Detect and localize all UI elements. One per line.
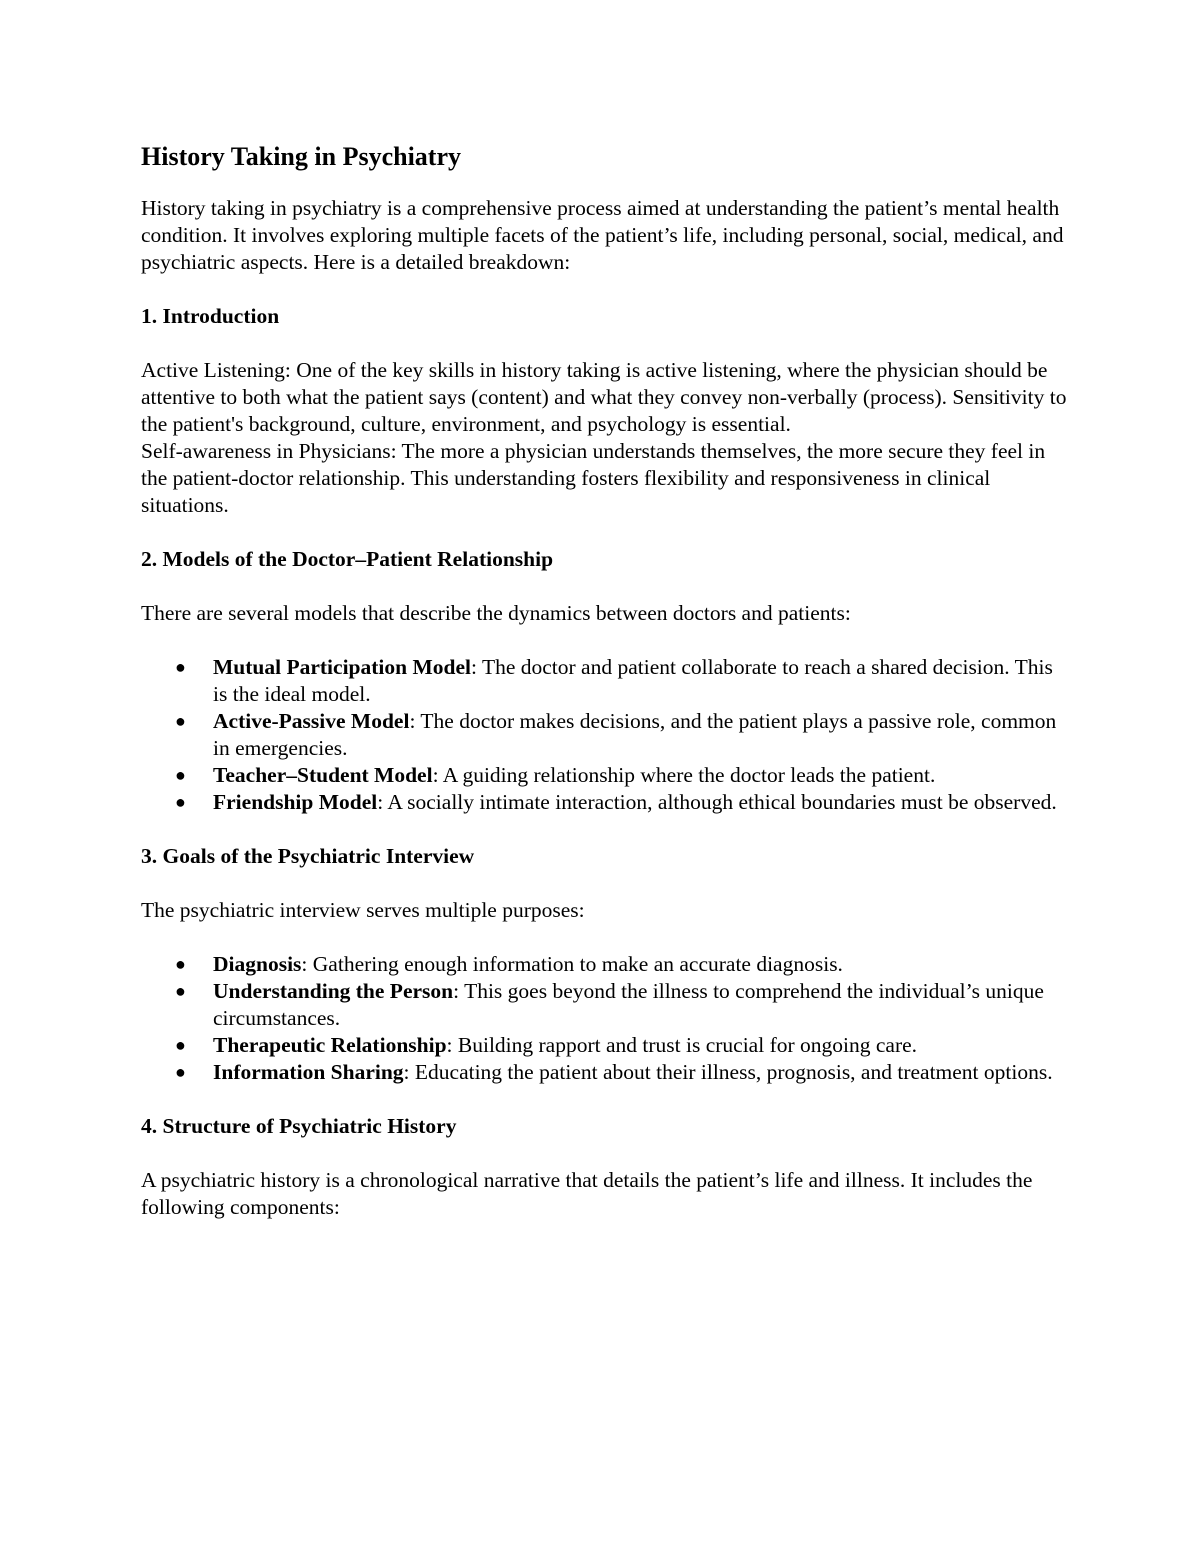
models-lead: There are several models that describe the dynamics between doctors and patients: — [141, 601, 851, 625]
list-item-text: : The doctor and patient collaborate to reach a shared decision. This is the ideal model. — [213, 655, 1053, 706]
list-item-term: Friendship Model — [213, 790, 378, 814]
list-item — [175, 1059, 1071, 1086]
list-item — [175, 762, 1071, 789]
bullet-icon: ● — [175, 1062, 186, 1082]
bullet-icon: ● — [175, 765, 186, 785]
goals-lead: The psychiatric interview serves multiple purposes: — [141, 898, 585, 922]
active-listening-paragraph: Active Listening: One of the key skills in history taking is active listening, where the physician should be attentive to both what the patient says (content) and what they convey non-verbally (process). Sensitivity to the patient's background, culture, environment, and psychology is essential. — [141, 358, 1067, 436]
list-item — [175, 789, 1071, 816]
bullet-icon: ● — [175, 1035, 186, 1055]
self-awareness-paragraph: Self-awareness in Physicians: The more a physician understands themselves, the more secure they feel in the patient-doctor relationship. This understanding fosters flexibility and responsiveness in clinical situations. — [141, 439, 1046, 517]
list-item-text: : Building rapport and trust is crucial for ongoing care. — [446, 1033, 918, 1057]
bullet-icon: ● — [175, 711, 186, 731]
list-item — [175, 978, 1071, 1032]
list-item-text: : The doctor makes decisions, and the patient plays a passive role, common in emergencies. — [213, 709, 1057, 760]
list-item-term: Information Sharing — [213, 1060, 404, 1084]
list-item-text: : Gathering enough information to make an accurate diagnosis. — [301, 952, 843, 976]
intro-paragraph: History taking in psychiatry is a comprehensive process aimed at understanding the patient’s mental health condition. It involves exploring multiple facets of the patient’s life, including personal, social, medical, and psychiatric aspects. Here is a detailed breakdown: — [141, 196, 1064, 274]
structure-lead: A psychiatric history is a chronological narrative that details the patient’s life and illness. It includes the following components: — [141, 1168, 1033, 1219]
list-item-text: : A guiding relationship where the doctor leads the patient. — [432, 763, 936, 787]
list-item — [175, 951, 1071, 978]
list-item-term: Understanding the Person — [213, 979, 454, 1003]
introduction-body — [141, 357, 1071, 519]
models-list — [141, 654, 1071, 816]
page-title: History Taking in Psychiatry — [141, 142, 461, 171]
list-item-text: : This goes beyond the illness to comprehend the individual’s unique circumstances. — [213, 979, 1044, 1030]
list-item-term: Mutual Participation Model — [213, 655, 471, 679]
list-item — [175, 654, 1071, 708]
section-heading-structure: 4. Structure of Psychiatric History — [141, 1114, 457, 1138]
list-item — [175, 708, 1071, 762]
bullet-icon: ● — [175, 981, 186, 1001]
section-heading-models: 2. Models of the Doctor–Patient Relationship — [141, 547, 554, 571]
bullet-icon: ● — [175, 954, 186, 974]
list-item-text: : A socially intimate interaction, although ethical boundaries must be observed. — [377, 790, 1057, 814]
goals-list — [141, 951, 1071, 1086]
section-heading-introduction: 1. Introduction — [141, 304, 280, 328]
list-item — [175, 1032, 1071, 1059]
bullet-icon: ● — [175, 657, 186, 677]
section-heading-goals: 3. Goals of the Psychiatric Interview — [141, 844, 475, 868]
list-item-term: Active-Passive Model — [213, 709, 410, 733]
list-item-text: : Educating the patient about their illness, prognosis, and treatment options. — [403, 1060, 1053, 1084]
list-item-term: Diagnosis — [213, 952, 302, 976]
list-item-term: Teacher–Student Model — [213, 763, 433, 787]
bullet-icon: ● — [175, 792, 186, 812]
list-item-term: Therapeutic Relationship — [213, 1033, 447, 1057]
document-body — [141, 140, 1071, 1248]
